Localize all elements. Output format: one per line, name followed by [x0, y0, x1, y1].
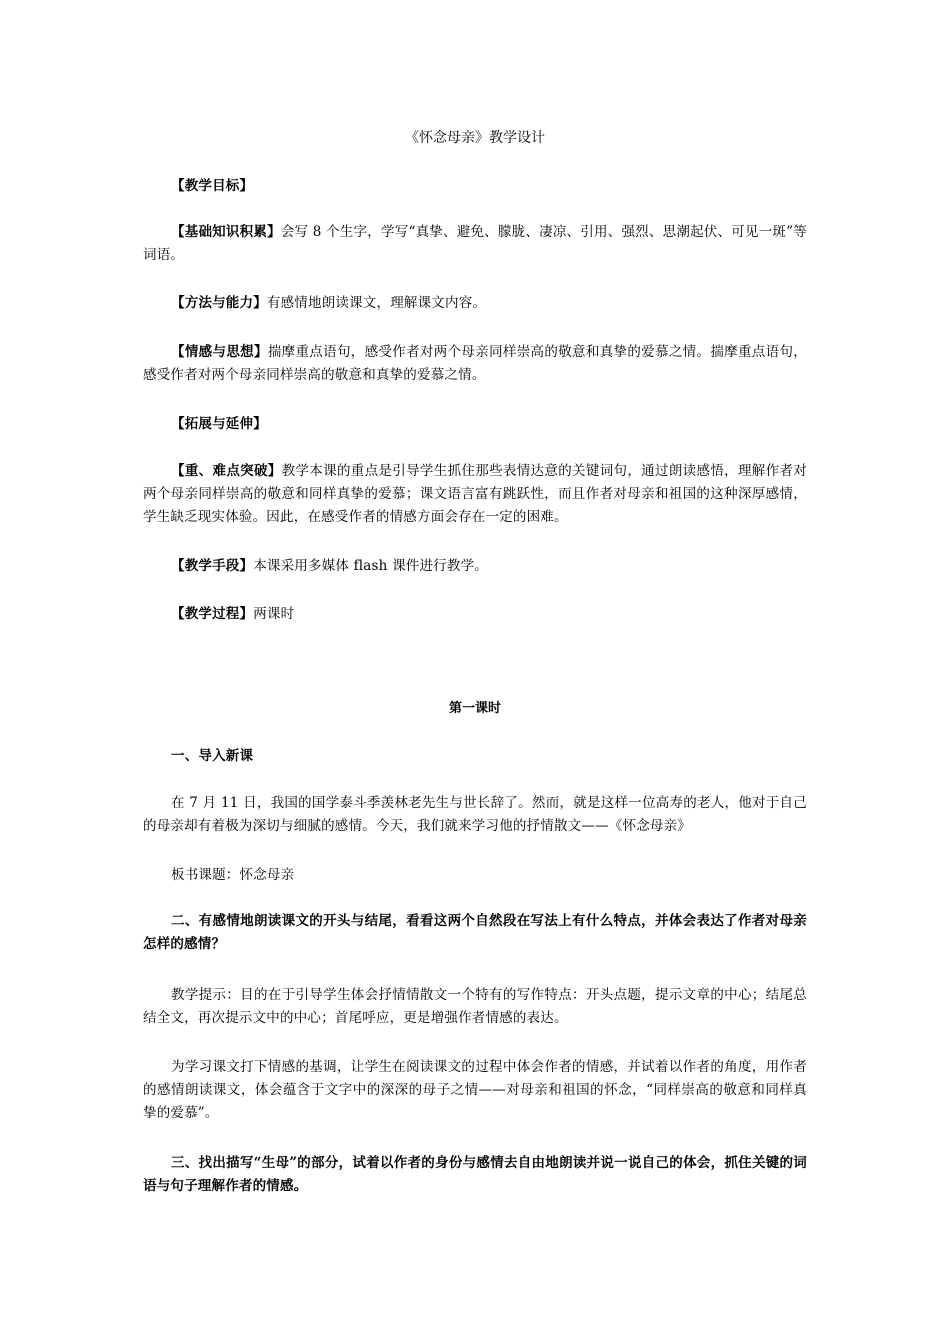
teaching-process-paragraph: [143, 603, 807, 626]
key-difficulty-text: 教学本课的重点是引导学生抓住那些表情达意的关键词句，通过朗读感悟，理解作者对两个母亲同样崇高的敬意和同样真挚的爱慕；课文语言富有跳跃性，而且作者对母亲和祖国的这种深厚感情，学生缺乏现实体验。因此，在感受作者的情感方面会存在一定的困难。: [143, 463, 807, 525]
key-difficulty-label: 【重、难点突破】: [171, 463, 282, 479]
teaching-process-text: 两课时: [253, 606, 295, 622]
step-two-heading: 二、有感情地朗读课文的开头与结尾，看看这两个自然段在写法上有什么特点，并体会表达了作者对母亲怎样的感情？: [143, 913, 807, 952]
emotion-thought-label: 【情感与思想】: [171, 344, 268, 360]
document-title: 《怀念母亲》教学设计: [405, 130, 545, 146]
method-ability-label: 【方法与能力】: [171, 295, 267, 311]
step-two-paragraph: 为学习课文打下情感的基调，让学生在阅读课文的过程中体会作者的情感，并试着以作者的角度，用作者的感情朗读课文，体会蕴含于文字中的深深的母子之情——对母亲和祖国的怀念，“同样崇高的敬意和同样真挚的爱慕”。: [143, 1059, 807, 1121]
step-two-tip-paragraph: 教学提示：目的在于引导学生体会抒情情散文一个特有的写作特点：开头点题，提示文章的中心；结尾总结全文，再次提示文中的中心；首尾呼应，更是增强作者情感的表达。: [143, 987, 807, 1026]
teaching-process-label: 【教学过程】: [171, 606, 254, 622]
teaching-means-label: 【教学手段】: [171, 558, 254, 574]
objectives-heading: [143, 175, 807, 198]
key-difficulty-paragraph: [143, 460, 807, 529]
step-one-heading: 一、导入新课: [171, 748, 254, 764]
step-one-paragraph: 在 7 月 11 日，我国的国学泰斗季羡林老先生与世长辞了。然而，就是这样一位高寿的老人，他对于自己的母亲却有着极为深切与细腻的感情。今天，我们就来学习他的抒情散文——《怀念母亲》: [143, 795, 807, 834]
lesson-one-heading: 第一课时: [448, 701, 501, 716]
basic-knowledge-text: 会写 8 个生字，学写“真挚、避免、朦胧、凄凉、引用、强烈、思潮起伏、可见一斑”等词语。: [143, 224, 807, 263]
board-title-paragraph: 板书课题：怀念母亲: [171, 867, 295, 883]
basic-knowledge-label: 【基础知识积累】: [171, 224, 281, 240]
emotion-thought-text: 揣摩重点语句，感受作者对两个母亲同样崇高的敬意和真挚的爱慕之情。揣摩重点语句，感受作者对两个母亲同样崇高的敬意和真挚的爱慕之情。: [143, 344, 807, 383]
method-ability-paragraph: [143, 292, 807, 315]
emotion-thought-paragraph: [143, 341, 807, 387]
basic-knowledge-paragraph: [143, 221, 807, 267]
teaching-means-paragraph: [143, 555, 807, 578]
objectives-heading-label: 【教学目标】: [171, 178, 254, 194]
step-three-heading: 三、找出描写“生母”的部分，试着以作者的身份与感情去自由地朗读并说一说自己的体会，抓住关键的词语与句子理解作者的情感。: [143, 1155, 807, 1194]
method-ability-text: 有感情地朗读课文，理解课文内容。: [266, 295, 487, 311]
teaching-means-text: 本课采用多媒体 flash 课件进行教学。: [253, 558, 488, 574]
extension-heading: [143, 413, 807, 436]
extension-heading-label: 【拓展与延伸】: [171, 416, 267, 432]
